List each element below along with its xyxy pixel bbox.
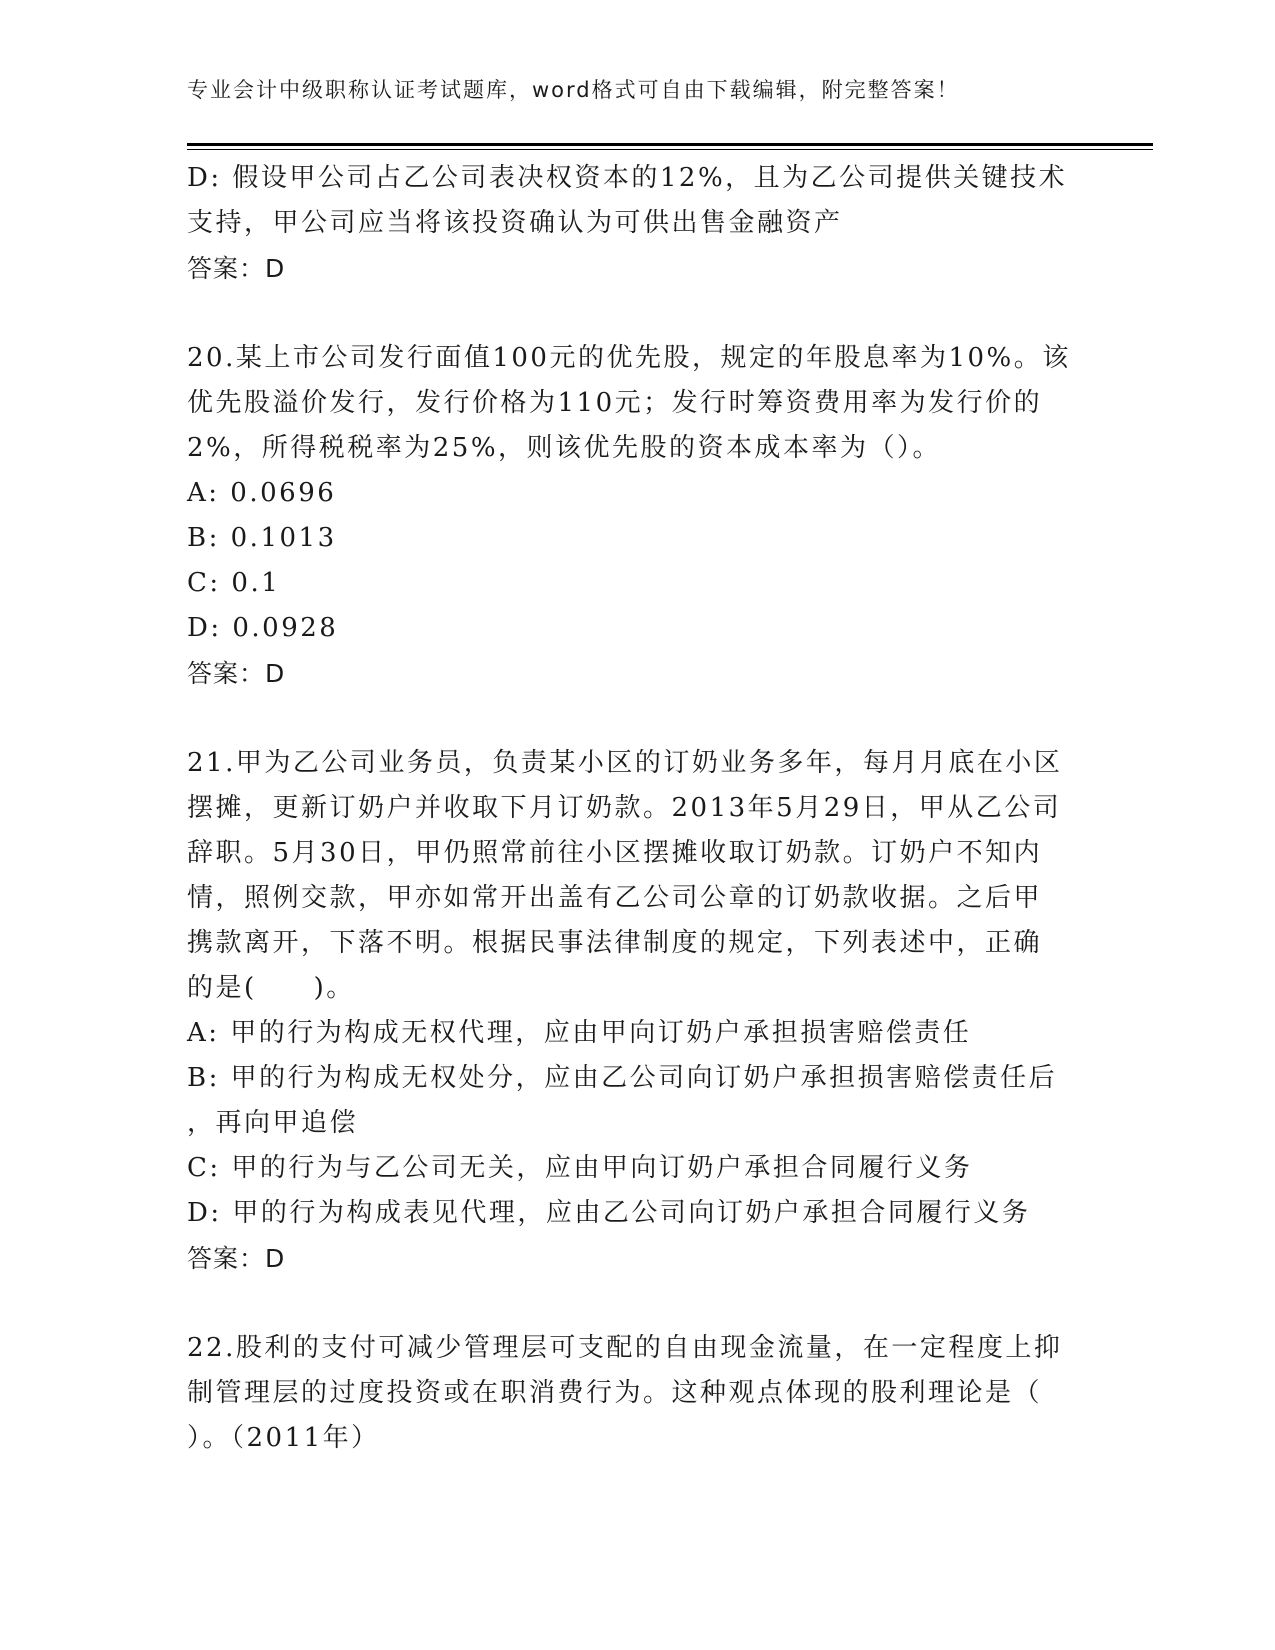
question-stem: 携款离开，下落不明。根据民事法律制度的规定，下列表述中，正确 xyxy=(187,928,1043,958)
answer: 答案：D xyxy=(187,254,286,283)
question-stem: 2%，所得税税率为25%，则该优先股的资本成本率为（）。 xyxy=(187,433,942,463)
question-stem: 辞职。5月30日，甲仍照常前往小区摆摊收取订奶款。订奶户不知内 xyxy=(187,838,1043,868)
question-22 xyxy=(187,1326,1087,1461)
question-stem: ）。（2011年） xyxy=(187,1423,380,1453)
question-stem: 22.股利的支付可减少管理层可支配的自由现金流量，在一定程度上抑 xyxy=(187,1333,1063,1363)
option-a: A: 0.0696 xyxy=(187,478,337,508)
question-20 xyxy=(187,336,1087,696)
option-c: C: 0.1 xyxy=(187,568,281,598)
option-d: D: 0.0928 xyxy=(187,613,339,643)
spacer xyxy=(187,696,1087,741)
question-stem: 制管理层的过度投资或在职消费行为。这种观点体现的股利理论是（ xyxy=(187,1378,1043,1408)
answer: 答案：D xyxy=(187,1244,286,1273)
option-b: B: 0.1013 xyxy=(187,523,337,553)
question-stem: 20.某上市公司发行面值100元的优先股，规定的年股息率为10%。该 xyxy=(187,343,1071,373)
option-d-continued: 支持，甲公司应当将该投资确认为可供出售金融资产 xyxy=(187,208,843,238)
option-c: C: 甲的行为与乙公司无关，应由甲向订奶户承担合同履行义务 xyxy=(187,1153,973,1183)
spacer xyxy=(187,291,1087,336)
question-stem: 情，照例交款，甲亦如常开出盖有乙公司公章的订奶款收据。之后甲 xyxy=(187,883,1043,913)
question-stem: 摆摊，更新订奶户并收取下月订奶款。2013年5月29日，甲从乙公司 xyxy=(187,793,1062,823)
header-rule-thick xyxy=(187,143,1153,146)
page-header: 专业会计中级职称认证考试题库，word格式可自由下载编辑，附完整答案！ xyxy=(187,78,960,102)
option-a: A: 甲的行为构成无权代理，应由甲向订奶户承担损害赔偿责任 xyxy=(187,1018,972,1048)
document-body xyxy=(187,156,1087,1461)
option-d: D: 甲的行为构成表见代理，应由乙公司向订奶户承担合同履行义务 xyxy=(187,1198,1031,1228)
answer: 答案：D xyxy=(187,659,286,688)
question-stem: 21.甲为乙公司业务员，负责某小区的订奶业务多年，每月月底在小区 xyxy=(187,748,1063,778)
header-rule-thin xyxy=(187,149,1153,150)
question-stem: 优先股溢价发行，发行价格为110元；发行时筹资费用率为发行价的 xyxy=(187,388,1043,418)
question-19-tail xyxy=(187,156,1087,291)
option-b-continued: ，再向甲追偿 xyxy=(187,1108,359,1138)
option-d: D: 假设甲公司占乙公司表决权资本的12%，且为乙公司提供关键技术 xyxy=(187,163,1068,193)
spacer xyxy=(187,1281,1087,1326)
question-stem: 的是( )。 xyxy=(187,973,355,1003)
option-b: B: 甲的行为构成无权处分，应由乙公司向订奶户承担损害赔偿责任后 xyxy=(187,1063,1058,1093)
question-21 xyxy=(187,741,1087,1281)
